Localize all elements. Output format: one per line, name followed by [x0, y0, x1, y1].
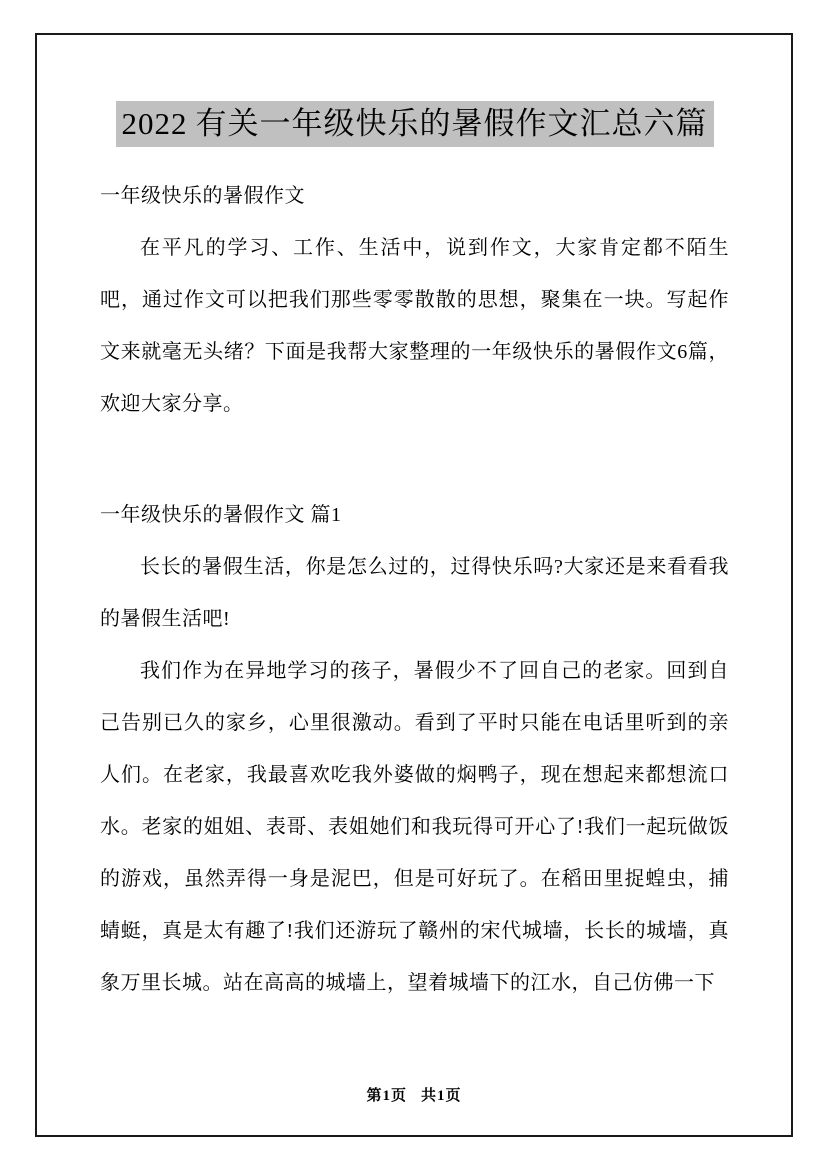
section-1-heading: 一年级快乐的暑假作文 篇1 [100, 504, 342, 526]
document-page [35, 33, 793, 1137]
intro-paragraph: 在平凡的学习、工作、生活中，说到作文，大家肯定都不陌生吧，通过作文可以把我们那些零零散散的思想，聚集在一块。写起作文来就毫无头绪？下面是我帮大家整理的一年级快乐的暑假作文6篇，欢迎大家分享。 [100, 237, 729, 415]
lead-line: 一年级快乐的暑假作文 [100, 185, 305, 207]
section-1-paragraph-1: 长长的暑假生活，你是怎么过的，过得快乐吗?大家还是来看看我的暑假生活吧! [100, 556, 729, 630]
document-content [37, 35, 791, 1009]
title-text: 有关一年级快乐的暑假作文汇总六篇 [195, 106, 708, 141]
footer-total-pages: 共1页 [421, 1088, 462, 1104]
document-title [100, 101, 729, 147]
footer-page-number: 第1页 [366, 1088, 407, 1104]
title-highlight [116, 101, 714, 147]
title-year: 2022 [121, 106, 188, 141]
page-footer [37, 1084, 791, 1105]
section-1-paragraph-2: 我们作为在异地学习的孩子，暑假少不了回自己的老家。回到自己告别已久的家乡，心里很激动。看到了平时只能在电话里听到的亲人们。在老家，我最喜欢吃我外婆做的焖鸭子，现在想起来都想流口水。老家的姐姐、表哥、表姐她们和我玩得可开心了!我们一起玩做饭的游戏，虽然弄得一身是泥巴，但是可好玩了。在稻田里捉蝗虫，捕蜻蜓，真是太有趣了!我们还游玩了赣州的宋代城墙，长长的城墙，真象万里长城。站在高高的城墙上，望着城墙下的江水，自己仿佛一下 [100, 660, 729, 994]
